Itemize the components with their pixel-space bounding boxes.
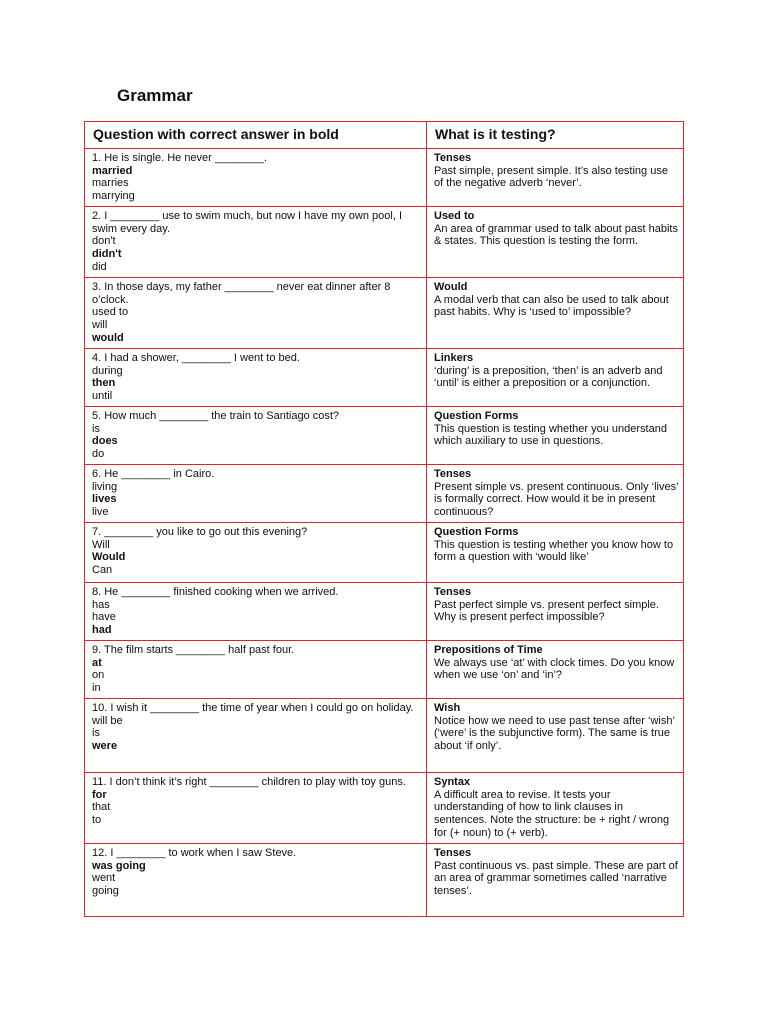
- question-text: 11. I don’t think it’s right ________ children to play with toy guns.: [92, 776, 406, 788]
- topic-explanation: Past simple, present simple. It’s also testing use of the negative adverb ‘never’.: [434, 164, 668, 190]
- answer-option: on: [92, 669, 105, 682]
- table-row: [85, 773, 684, 844]
- answer-option: went: [92, 872, 116, 885]
- question-cell: [85, 773, 427, 844]
- topic-explanation: An area of grammar used to talk about past habits & states. This question is testing the form.: [434, 222, 678, 248]
- topic-explanation: Present simple vs. present continuous. Only ‘lives’ is formally correct. How would it be in present continuous?: [434, 480, 679, 519]
- table-row: [85, 149, 684, 207]
- answer-option: marrying: [92, 190, 135, 203]
- correct-answer-option: had: [92, 624, 112, 637]
- topic-explanation: A difficult area to revise. It tests your understanding of how to link clauses in sentences. Note the structure: be + right / wrong for (+ noun) to (+ verb).: [434, 788, 670, 839]
- correct-answer-option: didn't: [92, 248, 122, 261]
- question-cell: [85, 349, 427, 407]
- topic-explanation: ‘during’ is a preposition, ‘then’ is an adverb and ‘until’ is either a preposition or a conjunction.: [434, 364, 663, 390]
- topic-label: Tenses: [434, 152, 472, 164]
- question-cell: [85, 407, 427, 465]
- question-cell: [85, 699, 427, 773]
- answer-option: is: [92, 727, 100, 740]
- answer-option: Can: [92, 564, 113, 577]
- topic-label: Tenses: [434, 468, 472, 480]
- topic-label: Wish: [434, 702, 461, 714]
- correct-answer-option: for: [92, 788, 107, 801]
- question-text: 2. I ________ use to swim much, but now I have my own pool, I swim every day.: [92, 210, 403, 235]
- topic-explanation: A modal verb that can also be used to talk about past habits. Why is ‘used to’ impossible?: [434, 293, 669, 319]
- question-cell: [85, 641, 427, 699]
- correct-answer-option: was going: [92, 859, 146, 872]
- answer-option: do: [92, 448, 105, 461]
- testing-cell: [427, 465, 684, 523]
- answer-option: has: [92, 598, 110, 611]
- topic-label: Question Forms: [434, 410, 519, 422]
- table-row: [85, 465, 684, 523]
- question-text: 4. I had a shower, ________ I went to bed.: [92, 352, 300, 364]
- answer-option: Will: [92, 538, 110, 551]
- question-cell: [85, 844, 427, 917]
- question-text: 10. I wish it ________ the time of year when I could go on holiday.: [92, 702, 414, 714]
- table-row: [85, 207, 684, 278]
- table-row: [85, 844, 684, 917]
- question-text: 5. How much ________ the train to Santiago cost?: [92, 410, 340, 422]
- answer-option: living: [92, 480, 118, 493]
- answer-option: live: [92, 506, 109, 519]
- testing-cell: [427, 407, 684, 465]
- testing-cell: [427, 773, 684, 844]
- question-cell: [85, 278, 427, 349]
- answer-option: used to: [92, 306, 129, 319]
- table-header-row: [85, 122, 684, 149]
- correct-answer-option: were: [92, 740, 118, 753]
- testing-cell: [427, 641, 684, 699]
- question-text: 3. In those days, my father ________ never eat dinner after 8 o’clock.: [92, 281, 391, 306]
- answer-option: will: [92, 319, 108, 332]
- question-text: 12. I ________ to work when I saw Steve.: [92, 847, 297, 859]
- correct-answer-option: Would: [92, 551, 126, 564]
- table-row: [85, 699, 684, 773]
- answer-option: that: [92, 801, 111, 814]
- testing-cell: [427, 207, 684, 278]
- topic-explanation: Notice how we need to use past tense after ‘wish’ (‘were’ is the subjunctive form). The same is true about ‘if only’.: [434, 714, 675, 753]
- answer-option: have: [92, 611, 116, 624]
- answer-option: will be: [92, 714, 123, 727]
- topic-explanation: Past perfect simple vs. present perfect simple. Why is present perfect impossible?: [434, 598, 659, 624]
- topic-label: Used to: [434, 210, 475, 222]
- answer-option: going: [92, 885, 119, 898]
- correct-answer-option: would: [92, 331, 124, 344]
- testing-cell: [427, 699, 684, 773]
- question-text: 6. He ________ in Cairo.: [92, 468, 215, 480]
- question-cell: [85, 149, 427, 207]
- answer-option: did: [92, 260, 107, 273]
- topic-explanation: This question is testing whether you know how to form a question with ‘would like’: [434, 538, 674, 564]
- correct-answer-option: lives: [92, 493, 117, 506]
- question-cell: [85, 207, 427, 278]
- topic-label: Tenses: [434, 586, 472, 598]
- topic-explanation: We always use ‘at’ with clock times. Do you know when we use ‘on’ and ‘in’?: [434, 656, 675, 682]
- correct-answer-option: at: [92, 656, 102, 669]
- correct-answer-option: married: [92, 164, 133, 177]
- correct-answer-option: does: [92, 435, 118, 448]
- table-row: [85, 523, 684, 583]
- question-text: 8. He ________ finished cooking when we arrived.: [92, 586, 339, 598]
- testing-cell: [427, 349, 684, 407]
- question-text: 9. The film starts ________ half past four.: [92, 644, 295, 656]
- answer-option: marries: [92, 177, 129, 190]
- topic-label: Syntax: [434, 776, 471, 788]
- testing-cell: [427, 149, 684, 207]
- column-header-question: Question with correct answer in bold: [85, 122, 427, 149]
- topic-label: Question Forms: [434, 526, 519, 538]
- topic-label: Tenses: [434, 847, 472, 859]
- question-cell: [85, 583, 427, 641]
- answer-option: don't: [92, 235, 116, 248]
- table-row: [85, 407, 684, 465]
- question-cell: [85, 465, 427, 523]
- table-row: [85, 641, 684, 699]
- topic-label: Prepositions of Time: [434, 644, 543, 656]
- testing-cell: [427, 278, 684, 349]
- question-text: 7. ________ you like to go out this evening?: [92, 526, 308, 538]
- answer-option: is: [92, 422, 100, 435]
- question-cell: [85, 523, 427, 583]
- answer-option: until: [92, 390, 113, 403]
- column-header-testing: What is it testing?: [427, 122, 684, 149]
- testing-cell: [427, 583, 684, 641]
- table-row: [85, 583, 684, 641]
- answer-option: in: [92, 682, 101, 695]
- correct-answer-option: then: [92, 377, 116, 390]
- topic-label: Linkers: [434, 352, 474, 364]
- grammar-table: [84, 121, 684, 917]
- table-row: [85, 349, 684, 407]
- answer-option: to: [92, 814, 102, 827]
- testing-cell: [427, 844, 684, 917]
- topic-explanation: This question is testing whether you understand which auxiliary to use in questions.: [434, 422, 667, 448]
- answer-option: during: [92, 364, 123, 377]
- topic-label: Would: [434, 281, 468, 293]
- table-row: [85, 278, 684, 349]
- topic-explanation: Past continuous vs. past simple. These are part of an area of grammar sometimes called ‘narrative tenses’.: [434, 859, 678, 898]
- testing-cell: [427, 523, 684, 583]
- page-title: Grammar: [117, 86, 193, 105]
- question-text: 1. He is single. He never ________.: [92, 152, 267, 164]
